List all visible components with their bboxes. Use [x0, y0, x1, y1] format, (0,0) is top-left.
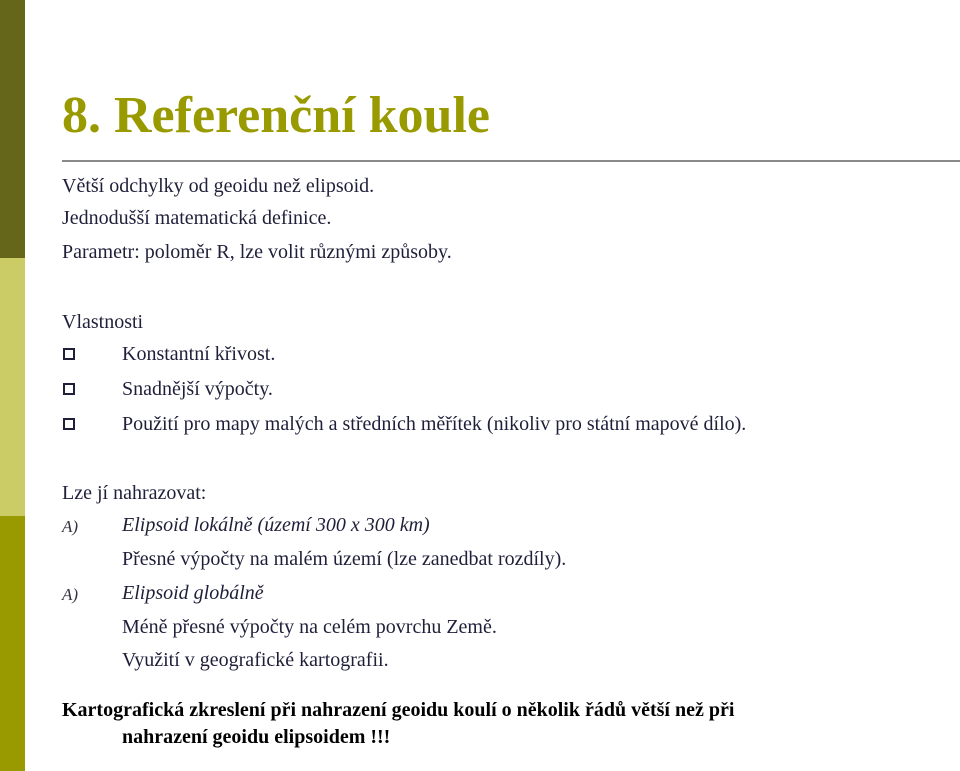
conclusion-line-1: Kartografická zkreslení při nahrazení geoidu koulí o několik řádů větší než při — [62, 699, 735, 721]
option-title-2: Elipsoid globálně — [122, 582, 264, 604]
sidebar-segment-light — [0, 258, 25, 516]
intro-line-2: Jednodušší matematická definice. — [62, 207, 332, 229]
option-detail-3: Využití v geografické kartografii. — [122, 649, 389, 671]
properties-heading: Vlastnosti — [62, 311, 144, 333]
intro-line-1: Větší odchylky od geoidu než elipsoid. — [62, 175, 375, 197]
replacement-heading: Lze jí nahrazovat: — [62, 482, 207, 504]
title-divider — [62, 160, 960, 162]
option-marker-1: A) — [62, 517, 79, 536]
property-item-1: Konstantní křivost. — [122, 343, 276, 365]
sidebar-segment-dark — [0, 0, 25, 258]
intro-line-3: Parametr: poloměr R, lze volit různými způsoby. — [62, 241, 452, 263]
option-marker-2: A) — [62, 585, 79, 604]
square-bullet-icon — [63, 418, 75, 430]
sidebar-accent — [0, 0, 25, 771]
property-item-2: Snadnější výpočty. — [122, 378, 273, 400]
option-detail-2: Méně přesné výpočty na celém povrchu Země. — [122, 616, 497, 638]
conclusion-note — [62, 697, 942, 751]
option-detail-1: Přesné výpočty na malém území (lze zanedbat rozdíly). — [122, 548, 567, 570]
conclusion-line-2: nahrazení geoidu elipsoidem !!! — [122, 726, 391, 748]
option-title-1: Elipsoid lokálně (území 300 x 300 km) — [122, 514, 430, 536]
square-bullet-icon — [63, 383, 75, 395]
property-item-3: Použití pro mapy malých a středních měřítek (nikoliv pro státní mapové dílo). — [122, 413, 747, 435]
sidebar-segment-olive — [0, 516, 25, 771]
square-bullet-icon — [63, 348, 75, 360]
slide-title: 8. Referenční koule — [62, 87, 490, 144]
